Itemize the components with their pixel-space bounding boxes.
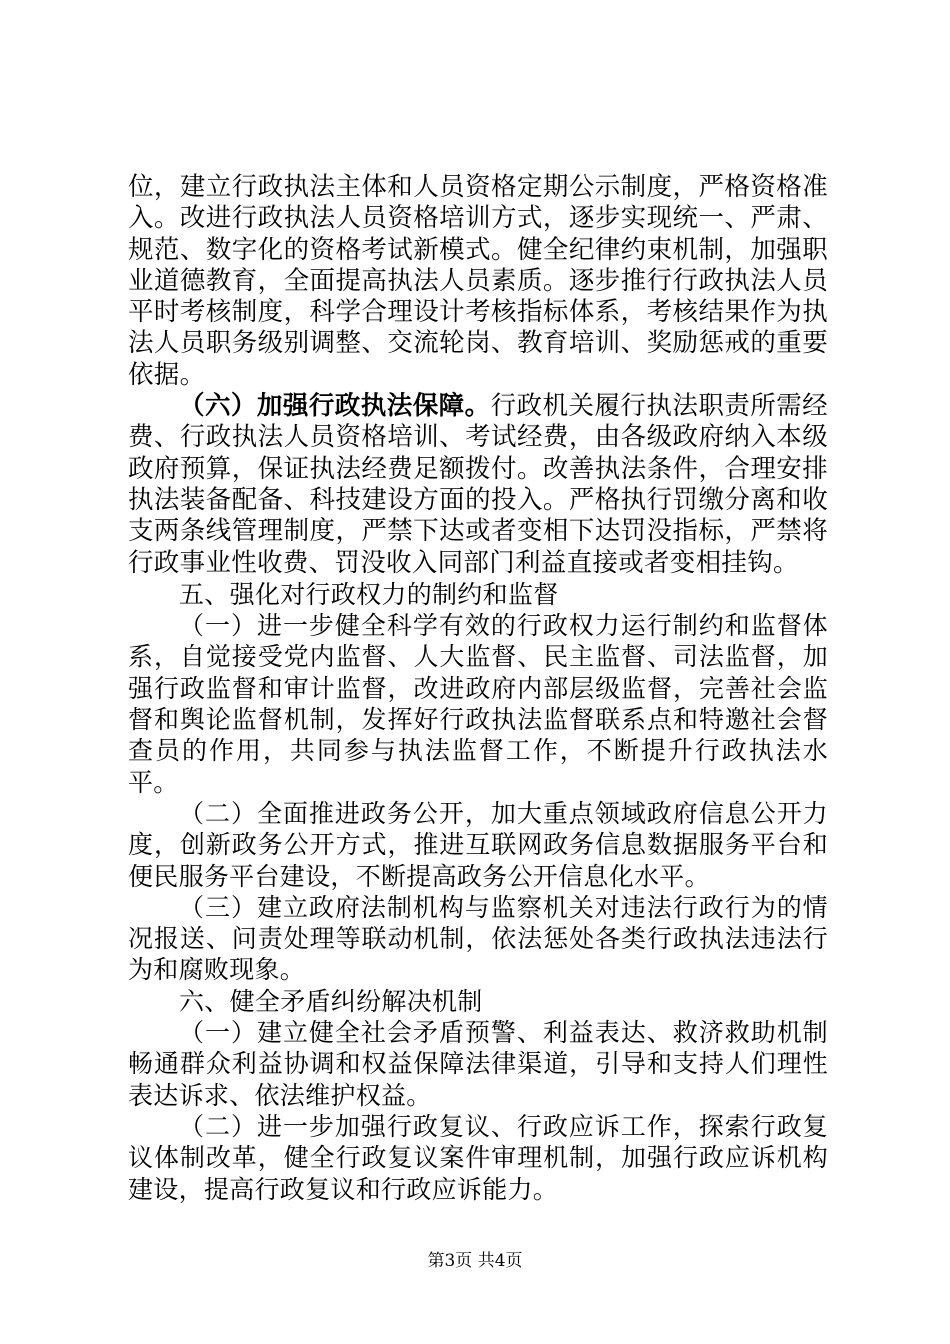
paragraph-six-two: （二）进一步加强行政复议、行政应诉工作，探索行政复议体制改革，健全行政复议案件审理机制，加强行政应诉机构建设，提高行政复议和行政应诉能力。 bbox=[128, 1111, 828, 1204]
page-number-footer: 第3页 共4页 bbox=[427, 1251, 523, 1271]
paragraph-six-one: （一）建立健全社会矛盾预警、利益表达、救济救助机制畅通群众利益协调和权益保障法律渠道，引导和支持人们理性表达诉求、依法维护权益。 bbox=[128, 1018, 828, 1110]
paragraph-body: 行政机关履行执法职责所需经费、行政执法人员资格培训、考试经费，由各级政府纳入本级政府预算，保证执法经费足额拨付。改善执法条件，合理安排执法装备配备、科技建设方面的投入。严格执行罚缴分离和收支两条线管理制度，严禁下达或者变相下达罚没指标，严禁将行政事业性收费、罚没收入同部门利益直接或者变相挂钩。 bbox=[128, 391, 828, 578]
paragraph-lead: （六）加强行政执法保障。 bbox=[179, 391, 491, 422]
paragraph-five-three: （三）建立政府法制机构与监察机关对违法行政行为的情况报送、问责处理等联动机制，依法惩处各类行政执法违法行为和腐败现象。 bbox=[128, 892, 828, 985]
paragraph-continued: 位，建立行政执法主体和人员资格定期公示制度，严格资格准入。改进行政执法人员资格培训方式，逐步实现统一、严肃、规范、数字化的资格考试新模式。健全纪律约束机制，加强职业道德教育，全面提高执法人员素质。逐步推行行政执法人员平时考核制度，科学合理设计考核指标体系，考核结果作为执法人员职务级别调整、交流轮岗、教育培训、奖励惩戒的重要依据。 bbox=[128, 172, 828, 390]
paragraph-six-guarantee bbox=[128, 391, 828, 579]
paragraph-five-one: （一）进一步健全科学有效的行政权力运行制约和监督体系，自觉接受党内监督、人大监督、民主监督、司法监督，加强行政监督和审计监督，改进政府内部层级监督，完善社会监督和舆论监督机制，发挥好行政执法监督联系点和特邀社会督查员的作用，共同参与执法监督工作，不断提升行政执法水平。 bbox=[128, 611, 828, 797]
paragraph-five-two: （二）全面推进政务公开，加大重点领域政府信息公开力度，创新政务公开方式，推进互联网政务信息数据服务平台和便民服务平台建设，不断提高政务公开信息化水平。 bbox=[128, 798, 828, 891]
section-heading-five: 五、强化对行政权力的制约和监督 bbox=[179, 579, 559, 609]
section-heading-six: 六、健全矛盾纠纷解决机制 bbox=[179, 986, 483, 1016]
document-body bbox=[128, 172, 828, 1205]
